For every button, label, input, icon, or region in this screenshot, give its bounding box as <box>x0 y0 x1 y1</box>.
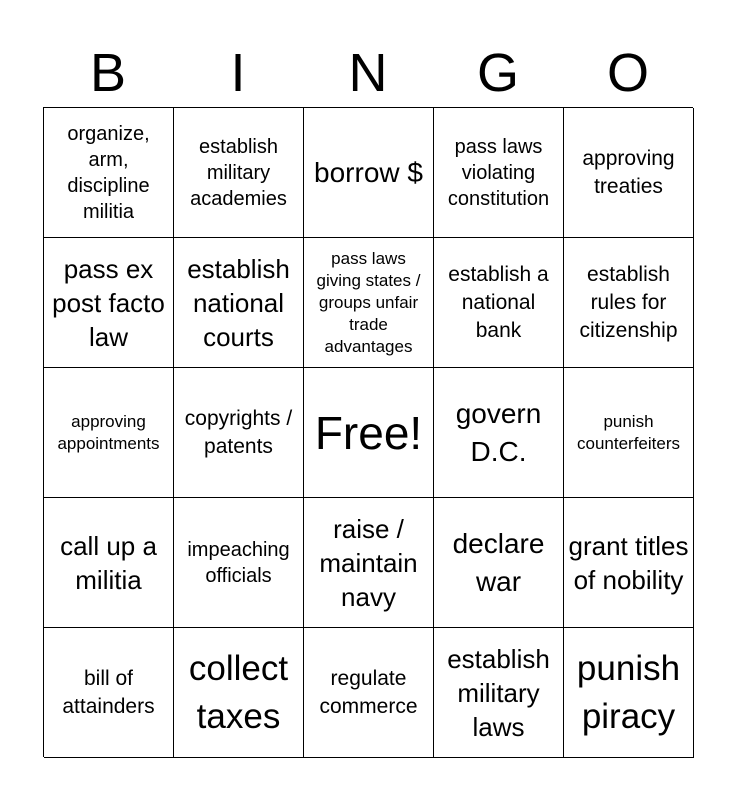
bingo-cell[interactable] <box>44 238 174 368</box>
bingo-cell[interactable] <box>434 368 564 498</box>
cell-text: bill of attainders <box>62 666 155 718</box>
cell-text: raise / maintain navy <box>319 513 418 612</box>
cell-text: pass ex post facto law <box>52 253 165 352</box>
bingo-header <box>43 40 693 106</box>
bingo-cell[interactable] <box>44 628 174 758</box>
cell-text: regulate commerce <box>319 666 418 718</box>
bingo-cell[interactable] <box>434 108 564 238</box>
cell-text: establish a national bank <box>448 262 549 342</box>
bingo-cell[interactable] <box>174 108 304 238</box>
bingo-cell[interactable] <box>174 238 304 368</box>
cell-text: establish military laws <box>447 643 550 742</box>
cell-text: punish piracy <box>576 648 681 736</box>
cell-text: establish rules for citizenship <box>579 262 678 342</box>
cell-text: declare war <box>452 527 545 597</box>
bingo-cell[interactable] <box>304 238 434 368</box>
bingo-cell[interactable] <box>304 498 434 628</box>
cell-text: punish counterfeiters <box>577 411 680 453</box>
header-letter-o: O <box>606 43 649 103</box>
cell-text: approving appointments <box>57 411 160 453</box>
header-letter-g: G <box>476 43 519 103</box>
cell-text: establish military academies <box>190 135 287 210</box>
free-space-cell[interactable] <box>304 368 434 498</box>
bingo-cell[interactable] <box>44 108 174 238</box>
cell-text: approving treaties <box>582 146 675 198</box>
bingo-cell[interactable] <box>564 628 694 758</box>
bingo-cell[interactable] <box>44 368 174 498</box>
bingo-cell[interactable] <box>174 628 304 758</box>
bingo-cell[interactable] <box>174 498 304 628</box>
cell-text: call up a militia <box>60 530 157 595</box>
bingo-cell[interactable] <box>44 498 174 628</box>
bingo-board <box>43 107 693 757</box>
bingo-cell[interactable] <box>434 238 564 368</box>
bingo-cell[interactable] <box>304 628 434 758</box>
cell-text: govern D.C. <box>455 397 542 467</box>
cell-text: grant titles of nobility <box>568 530 689 595</box>
free-space-text: Free! <box>314 406 423 459</box>
bingo-cell[interactable] <box>174 368 304 498</box>
cell-text: pass laws violating constitution <box>447 135 550 210</box>
bingo-cell[interactable] <box>564 238 694 368</box>
bingo-cell[interactable] <box>564 368 694 498</box>
cell-text: copyrights / patents <box>184 406 293 458</box>
header-letter-n: N <box>348 43 388 103</box>
header-letter-i: I <box>230 43 246 103</box>
bingo-cell[interactable] <box>434 498 564 628</box>
header-letter-b: B <box>89 43 127 103</box>
cell-text: impeaching officials <box>187 538 290 587</box>
bingo-cell[interactable] <box>564 108 694 238</box>
cell-text: pass laws giving states / groups unfair trade advantages <box>316 248 421 356</box>
cell-text: borrow $ <box>314 156 423 188</box>
cell-text: establish national courts <box>187 253 290 352</box>
cell-text: organize, arm, discipline militia <box>67 122 150 223</box>
bingo-cell[interactable] <box>434 628 564 758</box>
bingo-cell[interactable] <box>564 498 694 628</box>
cell-text: collect taxes <box>188 648 289 736</box>
bingo-cell[interactable] <box>304 108 434 238</box>
